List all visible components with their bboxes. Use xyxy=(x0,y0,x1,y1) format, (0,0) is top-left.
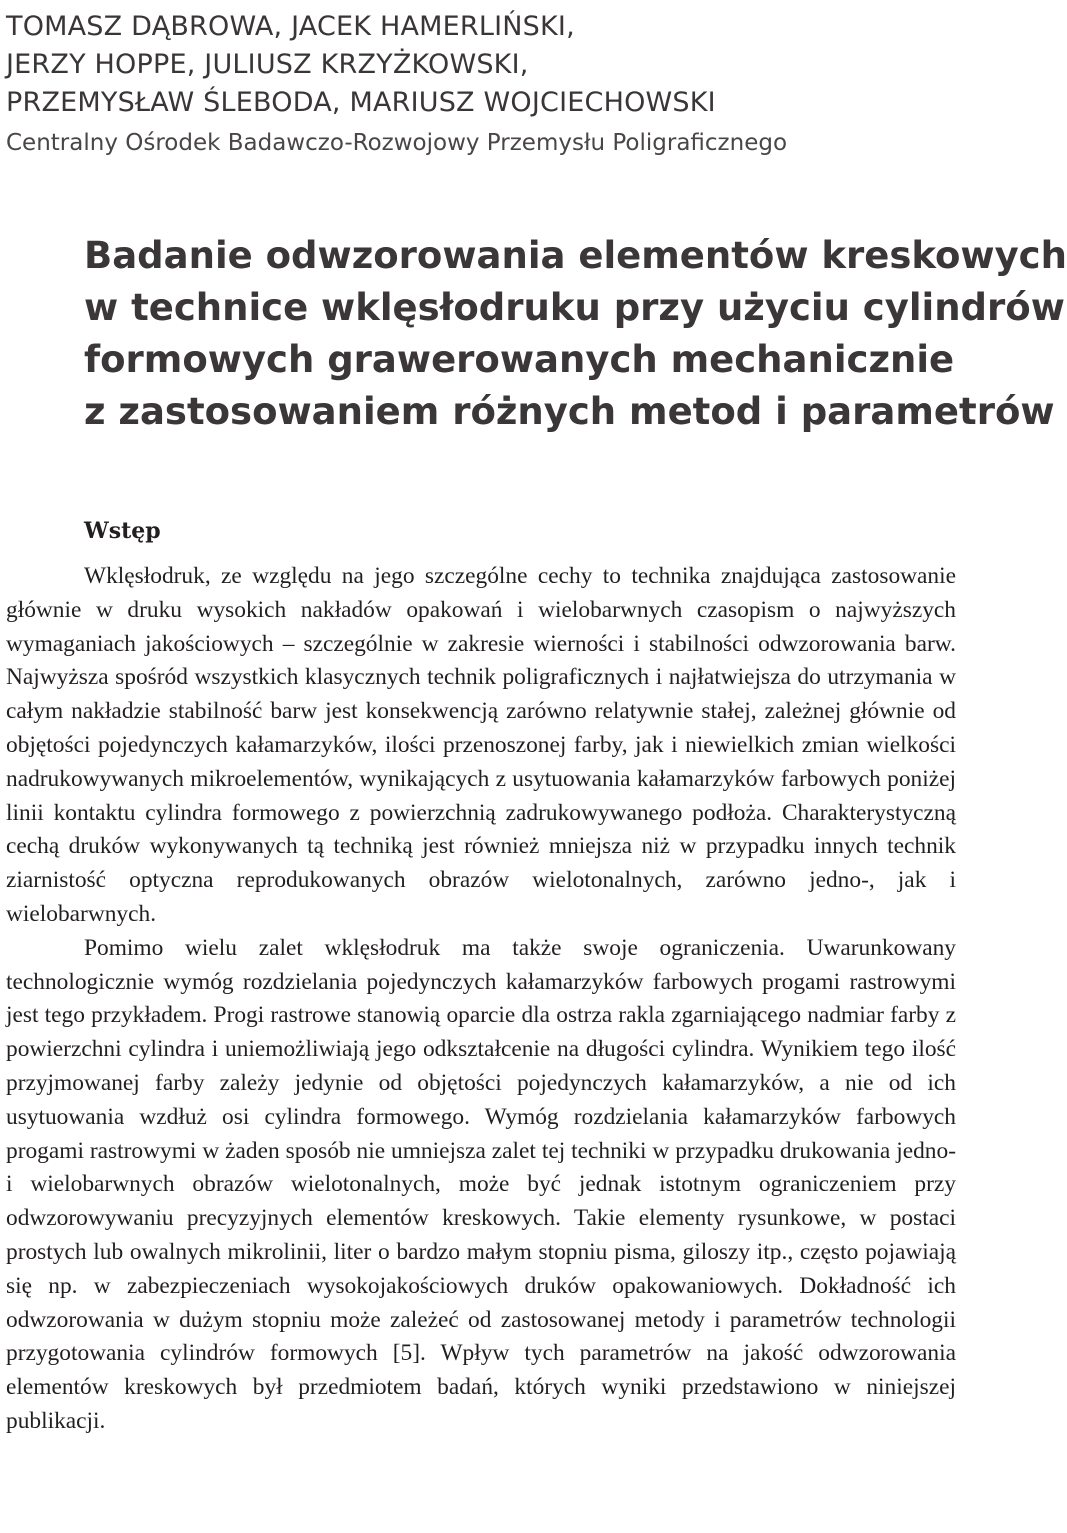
title-line: formowych grawerowanych mechanicznie xyxy=(84,338,955,381)
title-line: z zastosowaniem różnych metod i parametrów xyxy=(84,390,1055,433)
article-title xyxy=(84,230,1067,438)
title-line: Badanie odwzorowania elementów kreskowych xyxy=(84,234,1067,277)
author-affiliation: Centralny Ośrodek Badawczo-Rozwojowy Przemysłu Poligraficznego xyxy=(6,130,788,156)
author-line: PRZEMYSŁAW ŚLEBODA, MARIUSZ WOJCIECHOWSKI xyxy=(6,87,716,118)
section-body xyxy=(6,560,956,1439)
article-page xyxy=(6,0,1067,1439)
body-paragraph: Wklęsłodruk, ze względu na jego szczególne cechy to technika znajdująca zastosowanie głównie w druku wysokich nakładów opakowań i wielobarwnych czasopism o najwyższych wymaganiach jakościowych – szczególnie w zakresie wierności i stabilności odwzorowania barw. Najwyższa spośród wszystkich klasycznych technik poligraficznych i najłatwiejsza do utrzymania w całym nakładzie stabilność barw jest konsekwencją zarówno relatywnie stałej, zależnej głównie od objętości pojedynczych kałamarzyków, ilości przenoszonej farby, jak i niewielkich zmian wielkości nadrukowywanych mikroelementów, wynikających z usytuowania kałamarzyków farbowych poniżej linii kontaktu cylindra formowego z powierzchnią zadrukowywanego podłoża. Charakterystyczną cechą druków wykonywanych tą techniką jest również mniejsza niż w przypadku innych technik ziarnistość optyczna reprodukowanych obrazów wielotonalnych, zarówno jedno-, jak i wielobarwnych. xyxy=(6,563,956,927)
author-line: TOMASZ DĄBROWA, JACEK HAMERLIŃSKI, xyxy=(6,11,575,42)
author-line: JERZY HOPPE, JULIUSZ KRZYŻKOWSKI, xyxy=(6,49,529,80)
body-paragraph: Pomimo wielu zalet wklęsłodruk ma także swoje ograniczenia. Uwarunkowany technologicznie wymóg rozdzielania pojedynczych kałamarzyków farbowych progami rastrowymi jest tego przykładem. Progi rastrowe stanowią oparcie dla ostrza rakla zgarniającego nadmiar farby z powierzchni cylindra i uniemożliwiają jego odkształcenie na długości cylindra. Wynikiem tego ilość przyjmowanej farby zależy jedynie od objętości pojedynczych kałamarzyków, a nie od ich usytuowania wzdłuż osi cylindra formowego. Wymóg rozdzielania kałamarzyków farbowych progami rastrowymi w żaden sposób nie umniejsza zalet tej techniki w przypadku drukowania jedno- i wielobarwnych obrazów wielotonalnych, może być jednak istotnym ograniczeniem przy odwzorowywaniu precyzyjnych elementów kreskowych. Takie elementy rysunkowe, w postaci prostych lub owalnych mikrolinii, liter o bardzo małym stopniu pisma, giloszy itp., często pojawiają się np. w zabezpieczeniach wysokojakościowych druków opakowaniowych. Dokładność ich odwzorowania w dużym stopniu może zależeć od zastosowanej metody i parametrów technologii przygotowania cylindrów formowych [5]. Wpływ tych parametrów na jakość odwzorowania elementów kreskowych był przedmiotem badań, których wyniki przedstawiono w niniejszej publikacji. xyxy=(6,934,956,1434)
section-heading: Wstęp xyxy=(84,518,161,544)
author-list xyxy=(6,8,956,122)
title-line: w technice wklęsłodruku przy użyciu cylindrów xyxy=(84,286,1065,329)
